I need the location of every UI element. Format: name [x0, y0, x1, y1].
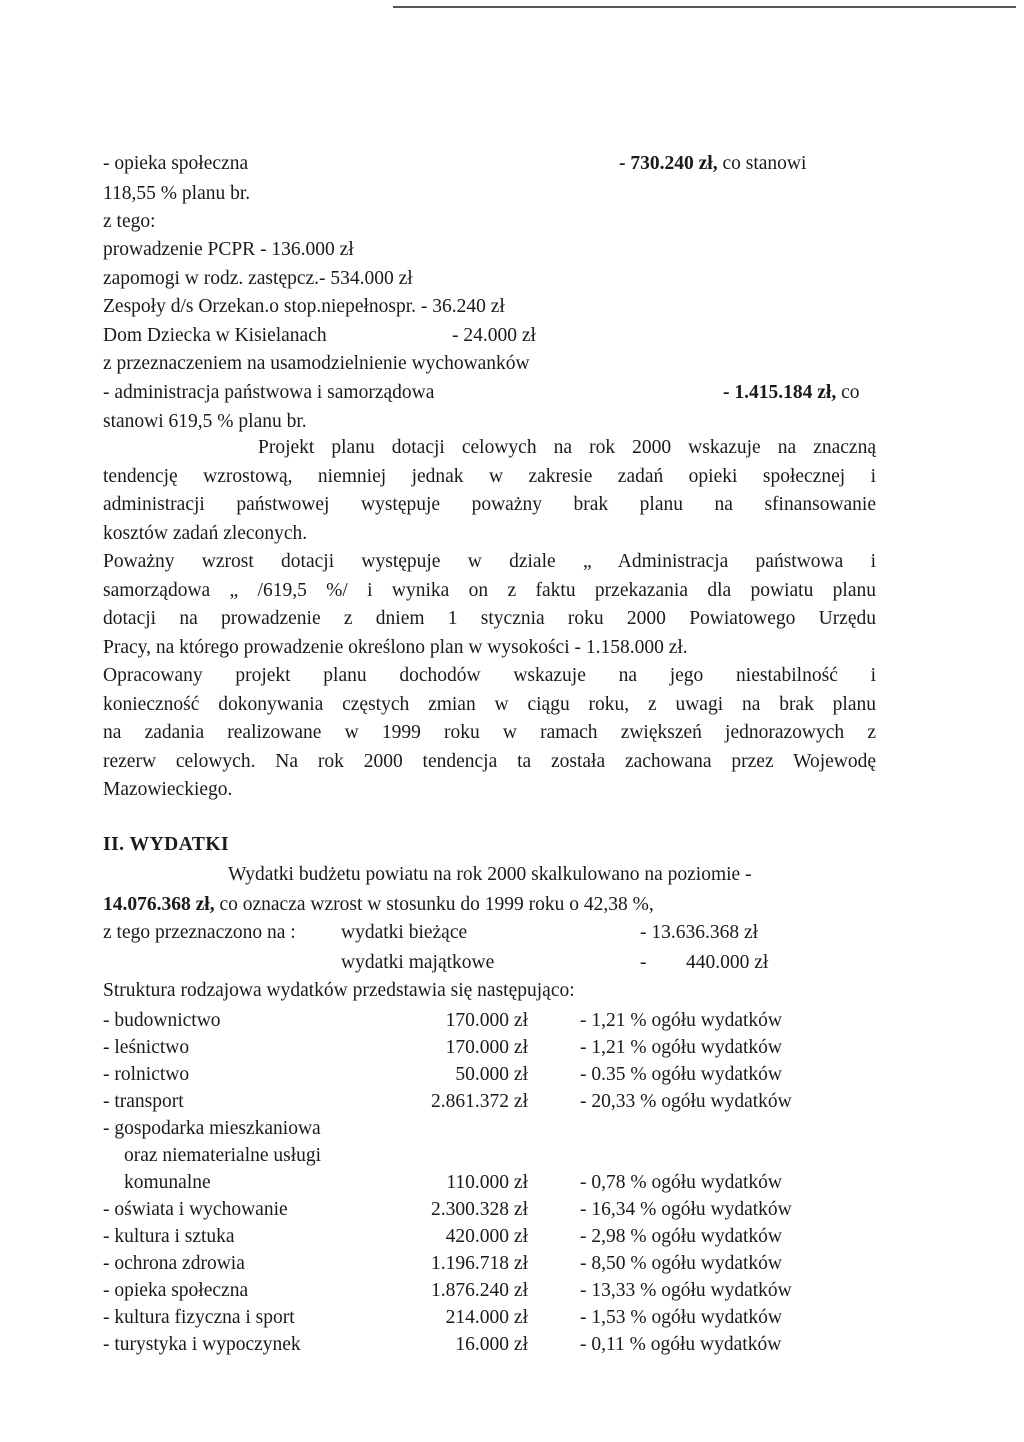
administracja-line: - administracja państwowa i samorządowa	[103, 382, 435, 403]
majatkowe-amount: 440.000 zł	[686, 952, 769, 973]
paragraph-line: Mazowieckiego.	[103, 779, 233, 800]
paragraph-line: Poważny wzrost dotacji występuje w dziale „ Administracja państwowa i	[103, 551, 876, 572]
table-row-amount: 1.876.240 zł	[431, 1280, 528, 1301]
wydatki-total-line	[103, 893, 654, 917]
table-row-name: - leśnictwo	[103, 1037, 190, 1058]
table-row-amount: 110.000 zł	[446, 1172, 528, 1193]
table-row-percent: - 2,98 % ogółu wydatków	[580, 1226, 783, 1247]
administracja-amount-value: - 1.415.184 zł,	[723, 382, 837, 403]
majatkowe-dash: -	[640, 952, 647, 973]
z-tego-label: z tego:	[103, 211, 156, 232]
table-row-name: - ochrona zdrowia	[103, 1253, 245, 1274]
paragraph-line: kosztów zadań zleconych.	[103, 523, 308, 544]
table-row-amount: 170.000 zł	[445, 1037, 528, 1058]
przeznaczenie-line: z przeznaczeniem na usamodzielnienie wychowanków	[103, 353, 530, 374]
wydatki-intro: Wydatki budżetu powiatu na rok 2000 skalkulowano na poziomie -	[228, 864, 752, 885]
table-row-amount: 170.000 zł	[445, 1010, 528, 1031]
majatkowe-label: wydatki majątkowe	[341, 952, 495, 973]
table-row-name: - turystyka i wypoczynek	[103, 1334, 301, 1355]
paragraph-line: na zadania realizowane w 1999 roku w ramach zwiększeń jednorazowych z	[103, 722, 876, 743]
paragraph-line: dotacji na prowadzenie z dniem 1 stycznia roku 2000 Powiatowego Urzędu	[103, 608, 876, 629]
paragraph-line: Opracowany projekt planu dochodów wskazuje na jego niestabilność i	[103, 665, 876, 686]
opieka-line: - opieka społeczna	[103, 153, 249, 174]
paragraph-line: samorządowa „ /619,5 %/ i wynika on z faktu przekazania dla powiatu planu	[103, 580, 876, 601]
biezace-amount: - 13.636.368 zł	[640, 922, 759, 943]
table-row-percent: - 0.35 % ogółu wydatków	[580, 1064, 783, 1085]
table-row-percent: - 20,33 % ogółu wydatków	[580, 1091, 792, 1112]
table-row-percent: - 16,34 % ogółu wydatków	[580, 1199, 792, 1220]
paragraph-line: Projekt planu dotacji celowych na rok 2000 wskazuje na znaczną	[258, 437, 876, 458]
income-item: prowadzenie PCPR - 136.000 zł	[103, 239, 354, 260]
table-row-name: - gospodarka mieszkaniowa	[103, 1118, 321, 1139]
table-row-amount: 214.000 zł	[445, 1307, 528, 1328]
biezace-label: wydatki bieżące	[341, 922, 468, 943]
wydatki-total-tail: co oznacza wzrost w stosunku do 1999 roku o 42,38 %,	[214, 894, 654, 915]
paragraph-line: rezerw celowych. Na rok 2000 tendencja ta została zachowana przez Wojewodę	[103, 751, 876, 772]
paragraph-line: Pracy, na którego prowadzenie określono plan w wysokości - 1.158.000 zł.	[103, 637, 688, 658]
scan-edge-line	[393, 6, 1016, 8]
table-row-amount: 420.000 zł	[445, 1226, 528, 1247]
opieka-amount-tail: co stanowi	[717, 153, 807, 174]
table-row-name: komunalne	[124, 1172, 211, 1193]
table-row-percent: - 1,21 % ogółu wydatków	[580, 1037, 783, 1058]
table-row-percent: - 1,21 % ogółu wydatków	[580, 1010, 783, 1031]
section-heading: II. WYDATKI	[103, 834, 230, 855]
table-row-amount: 1.196.718 zł	[431, 1253, 528, 1274]
administracja-percent: stanowi 619,5 % planu br.	[103, 411, 307, 432]
z-tego-przeznaczono: z tego przeznaczono na :	[103, 922, 296, 943]
dom-dziecka-amount: - 24.000 zł	[452, 325, 536, 346]
table-row-name: - kultura i sztuka	[103, 1226, 235, 1247]
paragraph-line: tendencję wzrostową, niemniej jednak w zakresie zadań opieki społecznej i	[103, 466, 876, 487]
table-row-name: oraz niematerialne usługi	[124, 1145, 322, 1166]
table-row-percent: - 0,11 % ogółu wydatków	[580, 1334, 782, 1355]
table-row-name: - opieka społeczna	[103, 1280, 249, 1301]
table-row-name: - transport	[103, 1091, 184, 1112]
opieka-percent: 118,55 % planu br.	[103, 183, 251, 204]
struktura-line: Struktura rodzajowa wydatków przedstawia się następująco:	[103, 980, 575, 1001]
income-item: Zespoły d/s Orzekan.o stop.niepełnospr. - 36.240 zł	[103, 296, 505, 317]
table-row-name: - kultura fizyczna i sport	[103, 1307, 295, 1328]
opieka-amount-value: - 730.240 zł,	[619, 153, 718, 174]
opieka-amount	[619, 152, 806, 176]
table-row-percent: - 8,50 % ogółu wydatków	[580, 1253, 783, 1274]
table-row-name: - rolnictwo	[103, 1064, 190, 1085]
administracja-amount-tail: co	[836, 382, 860, 403]
table-row-amount: 2.861.372 zł	[431, 1091, 528, 1112]
dom-dziecka-label: Dom Dziecka w Kisielanach	[103, 325, 327, 346]
paragraph-line: administracji państwowej występuje poważny brak planu na sfinansowanie	[103, 494, 876, 515]
table-row-name: - oświata i wychowanie	[103, 1199, 288, 1220]
table-row-name: - budownictwo	[103, 1010, 221, 1031]
paragraph-line: konieczność dokonywania częstych zmian w ciągu roku, z uwagi na brak planu	[103, 694, 876, 715]
table-row-amount: 2.300.328 zł	[431, 1199, 528, 1220]
table-row-amount: 50.000 zł	[455, 1064, 528, 1085]
table-row-percent: - 0,78 % ogółu wydatków	[580, 1172, 783, 1193]
administracja-amount	[723, 381, 859, 405]
table-row-percent: - 13,33 % ogółu wydatków	[580, 1280, 792, 1301]
table-row-amount: 16.000 zł	[455, 1334, 528, 1355]
income-item: zapomogi w rodz. zastępcz.- 534.000 zł	[103, 268, 413, 289]
wydatki-total-value: 14.076.368 zł,	[103, 894, 215, 915]
table-row-percent: - 1,53 % ogółu wydatków	[580, 1307, 783, 1328]
